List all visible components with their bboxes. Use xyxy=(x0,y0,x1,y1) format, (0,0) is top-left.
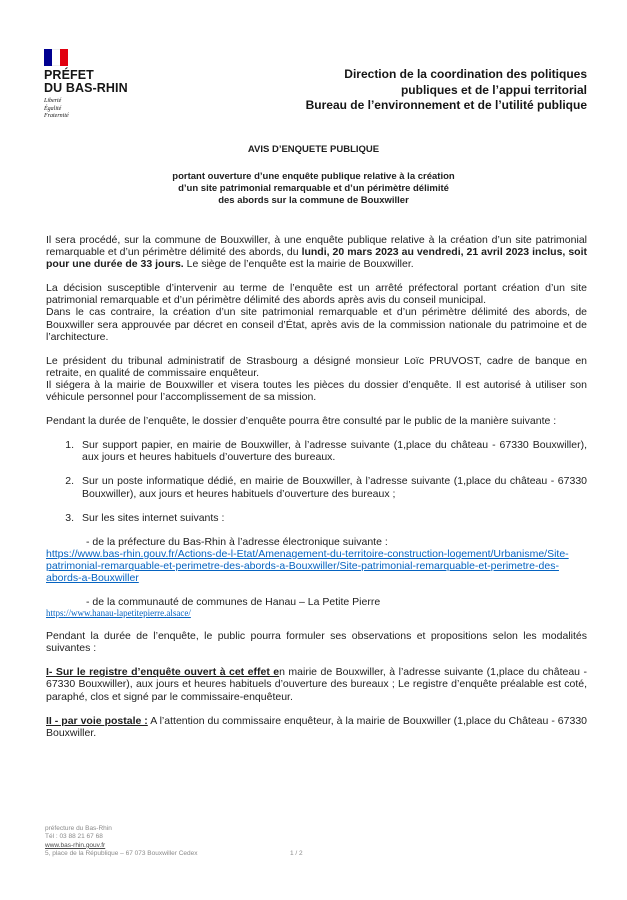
footer-website-link[interactable]: www.bas-rhin.gouv.fr xyxy=(45,841,106,849)
prefecture-site-label: - de la préfecture du Bas-Rhin à l’adresse électronique suivante : xyxy=(86,535,388,548)
section-postal: II - par voie postale : A l’attention du commissaire enquêteur, à la mairie de Bouxwiller (1,place du Château - 67330 Bouxwiller. xyxy=(46,714,587,739)
list-item: 1. Sur support papier, en mairie de Bouxwiller, à l’adresse suivante (1,place du château - 67330 Bouxwiller), aux jours et heures habituels d’ouverture des bureaux. xyxy=(65,439,587,464)
prefecture-logo xyxy=(44,49,164,121)
hanau-site-label: - de la communauté de communes de Hanau – La Petite Pierre xyxy=(86,596,381,609)
paragraph-observations: Pendant la durée de l’enquête, le public pourra formuler ses observations et propositions selon les modalités suivantes : xyxy=(46,630,587,655)
list-item: 2. Sur un poste informatique dédié, en mairie de Bouxwiller, à l’adresse suivante (1,place du château - 67330 Bouxwiller), aux jours et heures habituels d’ouverture des bureaux ; xyxy=(65,475,587,500)
marianne-flag-icon xyxy=(44,49,68,66)
paragraph-dates: Il sera procédé, sur la commune de Bouxwiller, à une enquête publique relative à la création d’un site patrimonial remarquable et d’un périmètre délimité des abords, du lundi, 20 mars 2023 au vendredi, 21 avril 2023 inclus, soit pour une durée de 33 jours. Le siège de l’enquête est la mairie de Bouxwiller. xyxy=(46,234,587,271)
page-number: 1 / 2 xyxy=(290,850,303,857)
notice-title: AVIS D’ENQUETE PUBLIQUE xyxy=(247,144,380,155)
paragraph-decision: La décision susceptible d’intervenir au terme de l’enquête est un arrêté préfectoral portant création d’un site patrimonial remarquable et d’un périmètre délimité des abords après avis du conseil municipal. xyxy=(46,282,587,307)
paragraph-alternative: Dans le cas contraire, la création d’un site patrimonial remarquable et d’un périmètre délimité des abords, de Bouxwiller sera approuvée par décret en conseil d’État, après avis de la commission nationale du patrimoine et de l’architecture. xyxy=(46,306,587,343)
paragraph-commissioner: Le président du tribunal administratif de Strasbourg a désigné monsieur Loïc PRUVOST, cadre de banque en retraite, en qualité de commissaire enquêteur. xyxy=(46,354,587,379)
paragraph-consultation: Pendant la durée de l’enquête, le dossier d’enquête pourra être consulté par le public de la manière suivante : xyxy=(46,415,557,428)
paragraph-commissioner-mission: Il siégera à la mairie de Bouxwiller et visera toutes les pièces du dossier d’enquête. Il est autorisé à utiliser son véhicule personnel pour l’accomplissement de sa mission. xyxy=(46,378,587,404)
republic-motto: Liberté Égalité Fraternité xyxy=(44,98,69,120)
hanau-site-link[interactable]: https://www.hanau-lapetitepierre.alsace/ xyxy=(46,608,191,619)
notice-subtitle: portant ouverture d’une enquête publique relative à la création d’un site patrimonial remarquable et d’un périmètre délimité des abords sur la commune de Bouxwiller xyxy=(172,171,455,206)
notice-body xyxy=(46,234,587,739)
list-item: 3. Sur les sites internet suivants : xyxy=(65,511,225,524)
prefecture-site-link[interactable]: https://www.bas-rhin.gouv.fr/Actions-de-l-Etat/Amenagement-du-territoire-construction-logement/Urbanisme/Site-patrimonial-remarquable-et-perimetre-des-abords-a-Bouxwiller/Site-patrimonial-remarquable-et-perimetre-des-abords-a-Bouxwiller xyxy=(46,547,569,584)
section-register: I- Sur le registre d’enquête ouvert à cet effet en mairie de Bouxwiller, à l’adresse suivante (1,place du château - 67330 Bouxwiller), aux jours et heures habituels d’ouverture des bureaux ; Le registre d’enquête préalable est coté, paraphé, clos et signé par le commissaire-enquêteur. xyxy=(46,666,587,703)
issuing-direction: Direction de la coordination des politiques publiques et de l’appui territorial Bureau de l’environnement et de l’utilité publique xyxy=(305,67,587,112)
page-footer: préfecture du Bas-Rhin Tél : 03 88 21 67 68 www.bas-rhin.gouv.fr 5, place de la République – 67 073 Bouxwiller Cedex xyxy=(45,825,198,858)
prefet-title: PRÉFET DU BAS-RHIN xyxy=(44,68,128,95)
